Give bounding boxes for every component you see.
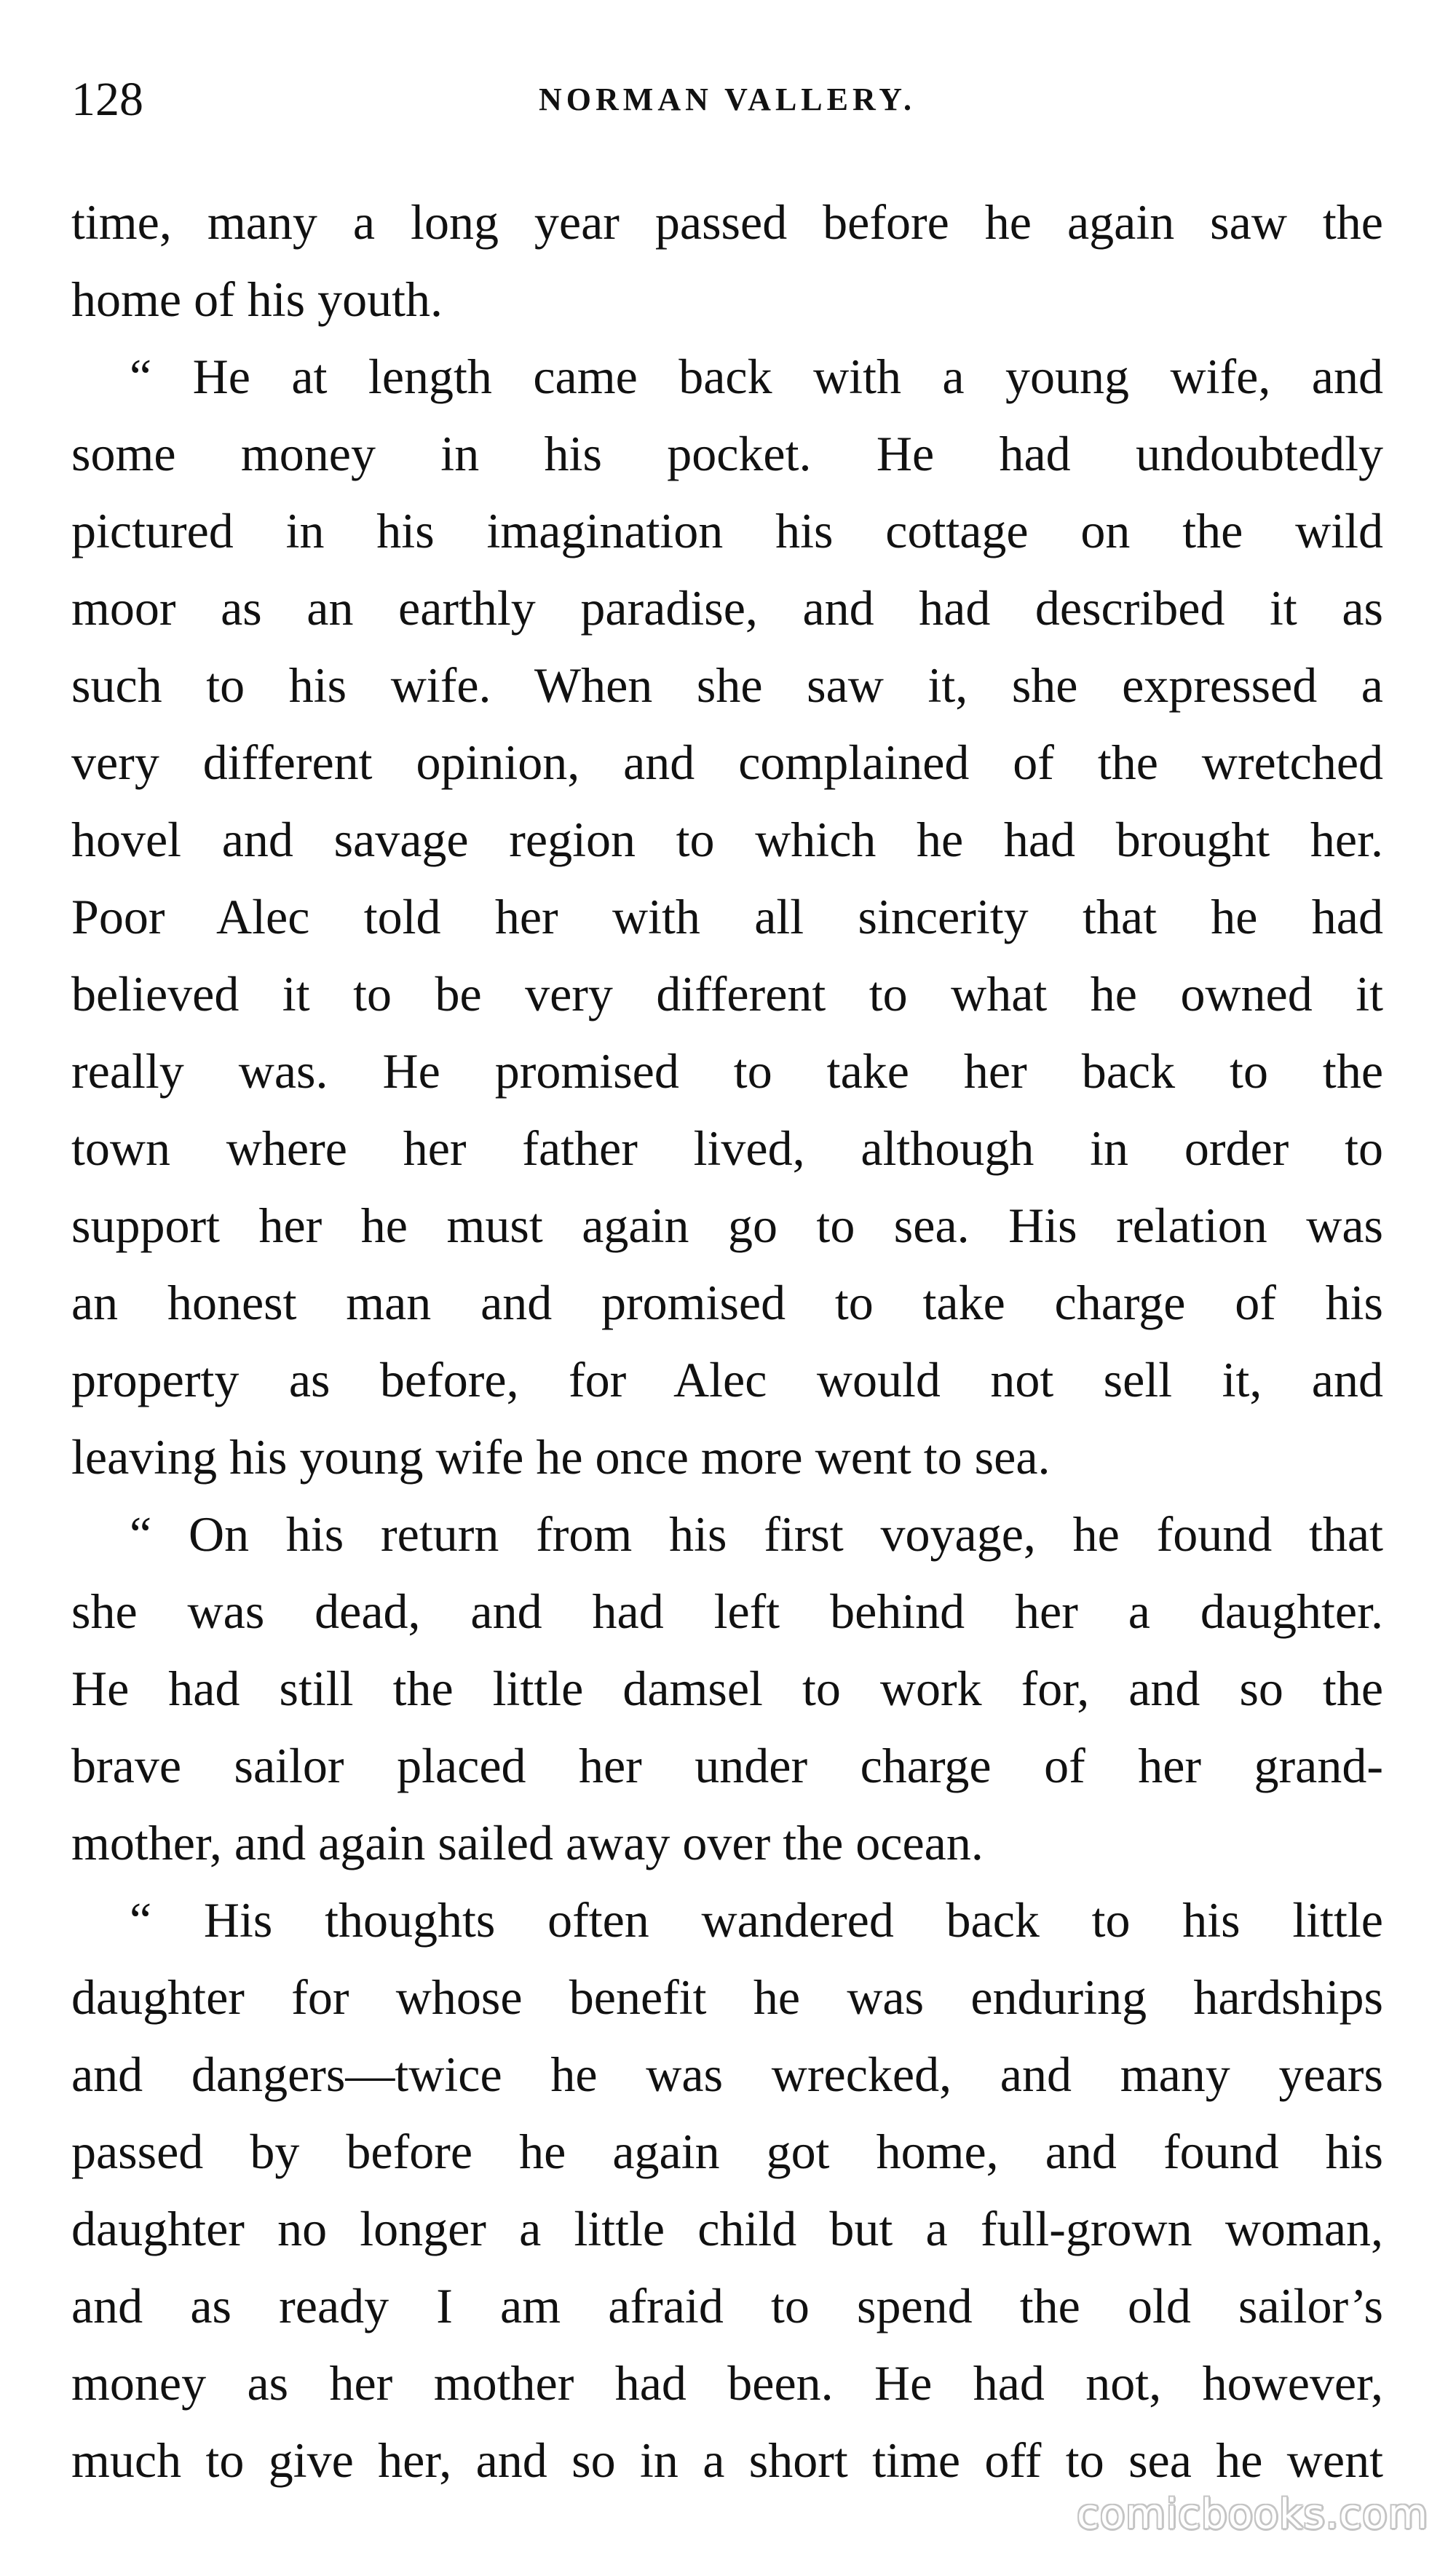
text-line: “ On his return from his first voyage, he found that (130, 1506, 1383, 1562)
text-line: “ His thoughts often wandered back to his little (130, 1892, 1383, 1948)
text-line: some money in his pocket. He had undoubtedly (71, 426, 1383, 481)
text-line: and as ready I am afraid to spend the old sailor’s (71, 2278, 1383, 2333)
text-line: property as before, for Alec would not sell it, and (71, 1352, 1383, 1407)
text-line: she was dead, and had left behind her a daughter. (71, 1584, 1383, 1639)
text-line: Poor Alec told her with all sincerity that he had (71, 889, 1383, 944)
text-line: “ He at length came back with a young wife, and (130, 349, 1383, 404)
text-line: hovel and savage region to which he had brought her. (71, 812, 1383, 867)
page-number: 128 (71, 73, 143, 126)
text-line: very different opinion, and complained of the wretched (71, 735, 1383, 790)
page-header (71, 67, 1383, 133)
text-line: money as her mother had been. He had not, however, (71, 2355, 1383, 2411)
text-line: daughter no longer a little child but a full-grown woman, (71, 2201, 1383, 2256)
text-line: mother, and again sailed away over the ocean. (71, 1815, 984, 1870)
text-line: brave sailor placed her under charge of her grand- (71, 1738, 1383, 1793)
text-line: pictured in his imagination his cottage on the wild (71, 503, 1383, 558)
text-line: home of his youth. (71, 272, 443, 327)
text-line: moor as an earthly paradise, and had described it as (71, 580, 1383, 636)
text-line: daughter for whose benefit he was enduring hardships (71, 1969, 1383, 2025)
text-line: believed it to be very different to what he owned it (71, 966, 1383, 1021)
text-line: support her he must again go to sea. His relation was (71, 1198, 1383, 1253)
text-line: much to give her, and so in a short time off to sea he went (71, 2432, 1383, 2488)
watermark: comicbooks.com (1076, 2491, 1428, 2538)
text-line: such to his wife. When she saw it, she expressed a (71, 657, 1383, 713)
text-line: passed by before he again got home, and found his (71, 2124, 1383, 2179)
text-line: town where her father lived, although in order to (71, 1121, 1383, 1176)
text-line: He had still the little damsel to work for, and so the (71, 1661, 1383, 1716)
running-title: NORMAN VALLERY. (539, 82, 916, 117)
text-line: and dangers—twice he was wrecked, and many years (71, 2047, 1383, 2102)
text-line: really was. He promised to take her back to the (71, 1043, 1383, 1099)
text-line: an honest man and promised to take charge of his (71, 1275, 1383, 1330)
text-line: leaving his young wife he once more went to sea. (71, 1429, 1051, 1485)
text-line: time, many a long year passed before he again saw the (71, 194, 1383, 250)
